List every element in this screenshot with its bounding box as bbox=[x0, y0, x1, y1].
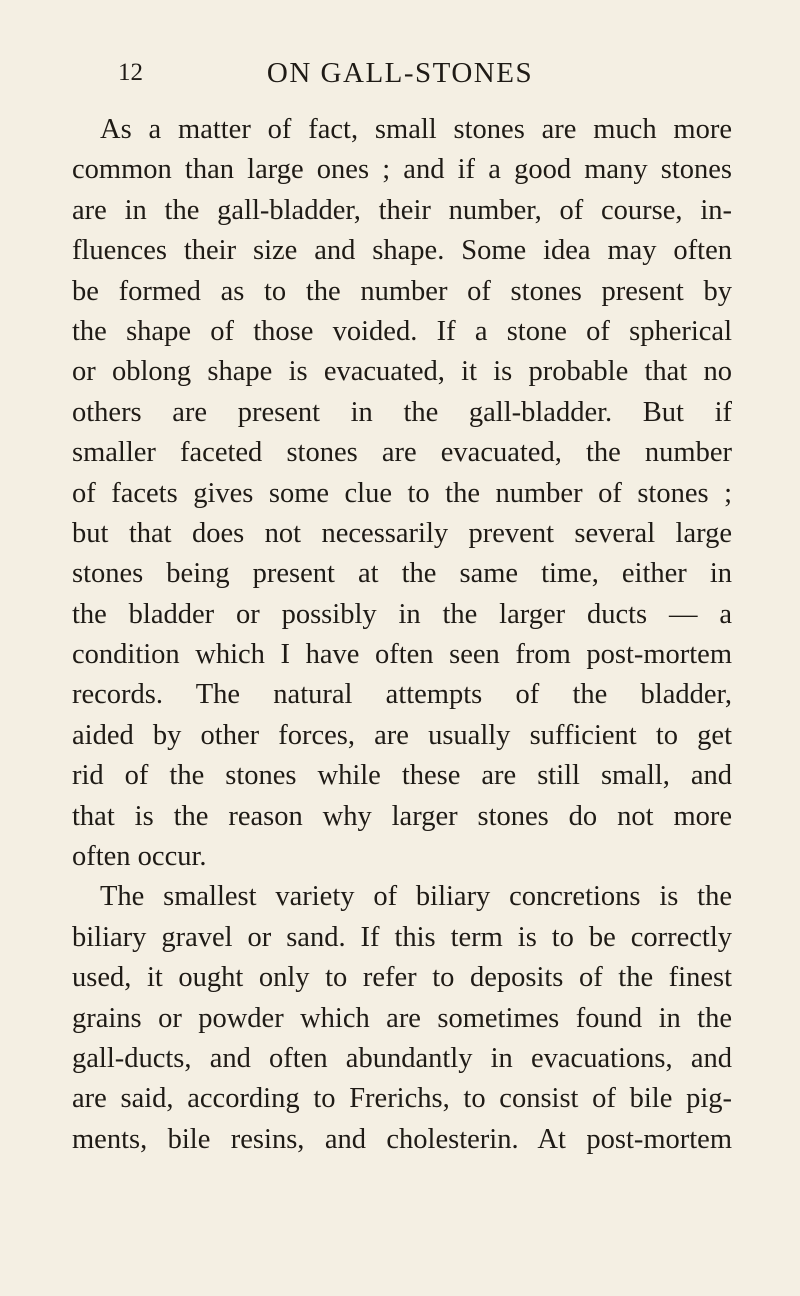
text-line: used, it ought only to refer to deposits of the finest bbox=[72, 962, 732, 994]
text-line: records. The natural attempts of the bladder, bbox=[72, 679, 732, 711]
text-line: smaller faceted stones are evacuated, the number bbox=[72, 437, 732, 469]
text-line: the shape of those voided. If a stone of spherical bbox=[72, 315, 732, 347]
text-line: be formed as to the number of stones present by bbox=[72, 275, 732, 307]
text-line: but that does not necessarily prevent several large bbox=[72, 517, 732, 549]
text-line: common than large ones ; and if a good many stones bbox=[72, 154, 732, 186]
text-line: or oblong shape is evacuated, it is probable that no bbox=[72, 356, 732, 388]
text-line: rid of the stones while these are still small, and bbox=[72, 760, 732, 792]
text-line: condition which I have often seen from post-mortem bbox=[72, 639, 732, 671]
text-line: The smallest variety of biliary concretions is the bbox=[100, 881, 732, 913]
text-line: of facets gives some clue to the number of stones ; bbox=[72, 477, 732, 509]
text-line: biliary gravel or sand. If this term is to be correctly bbox=[72, 921, 732, 953]
text-line: that is the reason why larger stones do not more bbox=[72, 800, 732, 832]
text-line: are said, according to Frerichs, to consist of bile pig- bbox=[72, 1083, 732, 1115]
text-line: As a matter of fact, small stones are much more bbox=[100, 114, 732, 145]
text-line: are in the gall-bladder, their number, of course, in- bbox=[72, 194, 732, 226]
text-line: ments, bile resins, and cholesterin. At post-mortem bbox=[72, 1123, 732, 1155]
body-text bbox=[72, 110, 732, 1160]
text-line: aided by other forces, are usually sufficient to get bbox=[72, 719, 732, 751]
text-line: grains or powder which are sometimes found in the bbox=[72, 1002, 732, 1034]
text-line: gall-ducts, and often abundantly in evacuations, and bbox=[72, 1042, 732, 1074]
text-line: others are present in the gall-bladder. But if bbox=[72, 396, 732, 428]
text-line: fluences their size and shape. Some idea may often bbox=[72, 235, 732, 267]
page-number: 12 bbox=[118, 59, 143, 86]
text-line: the bladder or possibly in the larger ducts — a bbox=[72, 598, 732, 630]
text-line: often occur. bbox=[72, 841, 207, 873]
running-title: ON GALL-STONES bbox=[266, 57, 534, 89]
text-line: stones being present at the same time, either in bbox=[72, 558, 732, 590]
